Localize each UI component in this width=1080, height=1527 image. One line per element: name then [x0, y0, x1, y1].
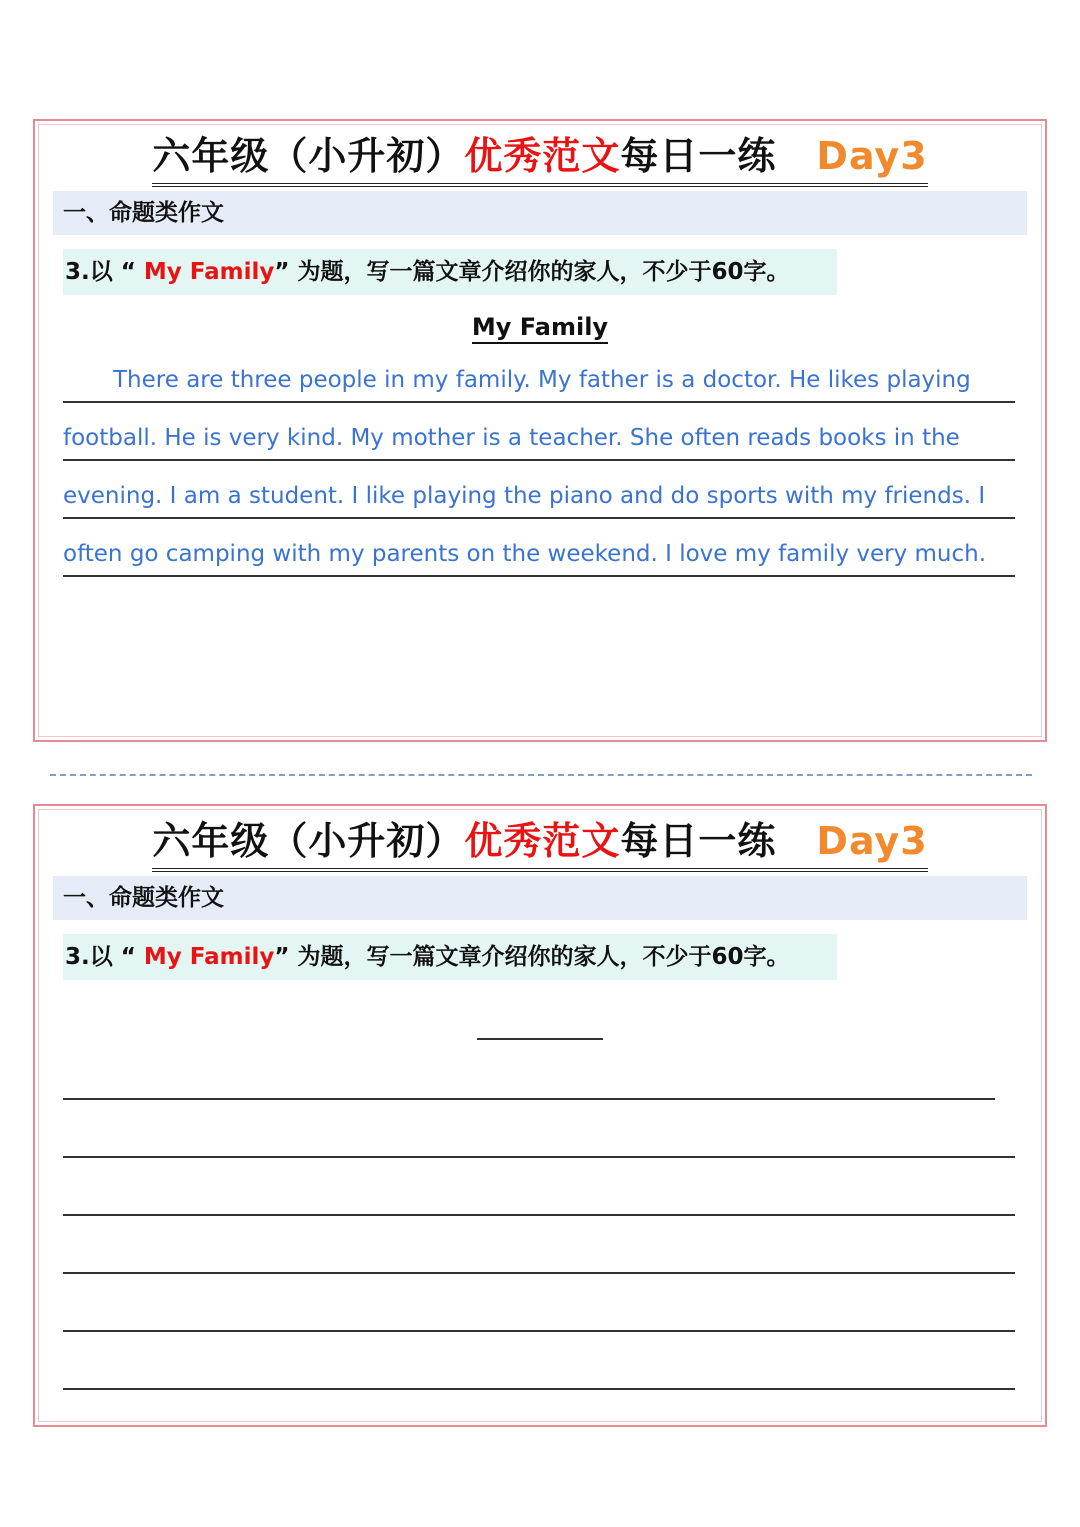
worksheet-title-wrap: [35, 135, 1045, 187]
blank-writing-line[interactable]: [63, 1330, 1015, 1332]
writing-prompt: [63, 934, 837, 980]
title-daily: 每日一练: [620, 134, 777, 178]
title-day: Day3: [816, 819, 928, 863]
dashed-separator: [50, 774, 1032, 776]
prompt-topic: My Family: [143, 944, 275, 970]
writing-prompt: [63, 249, 837, 295]
essay-line: evening. I am a student. I like playing the piano and do sports with my friends. I: [63, 479, 1015, 519]
title-grade: 六年级（小升初）: [152, 134, 465, 178]
essay-title-text: My Family: [472, 313, 608, 344]
prompt-topic: My Family: [143, 259, 275, 285]
essay-line: football. He is very kind. My mother is a teacher. She often reads books in the: [63, 421, 1015, 461]
blank-writing-line[interactable]: [63, 1272, 1015, 1274]
essay-line: often go camping with my parents on the weekend. I love my family very much.: [63, 537, 1015, 577]
title-highlight: 优秀范文: [464, 819, 621, 863]
prompt-suffix: ” 为题，写一篇文章介绍你的家人，不少于60字。: [274, 259, 790, 285]
blank-writing-line[interactable]: [63, 1156, 1015, 1158]
section-label: 一、命题类作文: [53, 191, 1027, 235]
worksheet-title: [152, 135, 927, 187]
worksheet-title-wrap: [35, 820, 1045, 872]
title-daily: 每日一练: [620, 819, 777, 863]
blank-writing-line[interactable]: [63, 1214, 1015, 1216]
section-label: 一、命题类作文: [53, 876, 1027, 920]
practice-card: [33, 804, 1047, 1427]
essay-line: There are three people in my family. My father is a doctor. He likes playing: [63, 363, 1015, 403]
blank-title-line[interactable]: [477, 1038, 603, 1040]
essay-title: [35, 313, 1045, 341]
title-day: Day3: [816, 134, 928, 178]
prompt-suffix: ” 为题，写一篇文章介绍你的家人，不少于60字。: [274, 944, 790, 970]
blank-writing-line[interactable]: [63, 1388, 1015, 1390]
prompt-prefix: 3.以 “: [65, 944, 144, 970]
prompt-prefix: 3.以 “: [65, 259, 144, 285]
worksheet-title: [152, 820, 927, 872]
blank-writing-line[interactable]: [63, 1098, 995, 1100]
sample-essay-card: [33, 119, 1047, 742]
title-highlight: 优秀范文: [464, 134, 621, 178]
title-grade: 六年级（小升初）: [152, 819, 465, 863]
